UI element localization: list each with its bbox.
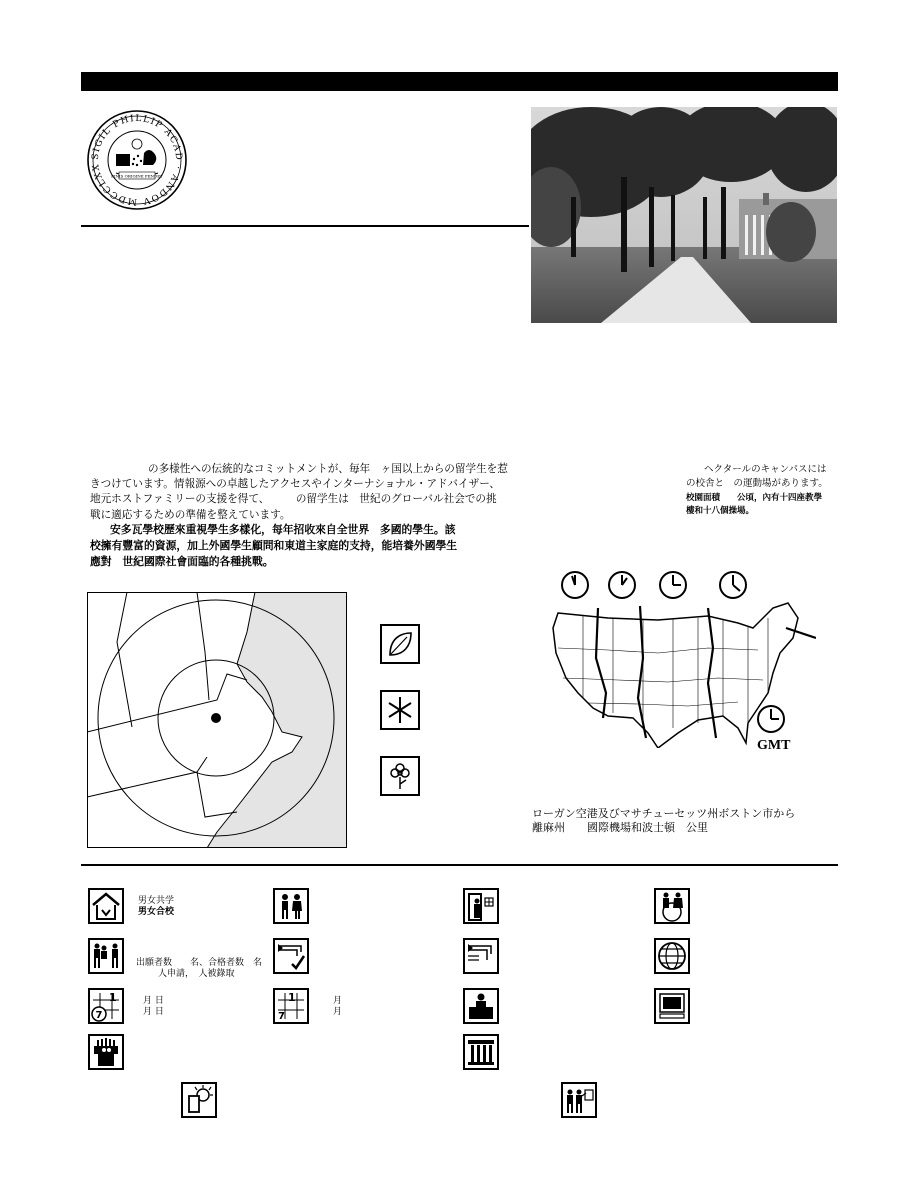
month-b-label: 月 (333, 1007, 343, 1017)
gmt-label: GMT (757, 738, 791, 753)
applicants-icon (88, 938, 124, 974)
intro-zh-line: 校擁有豐富的資源，加上外國學生顧問和東道主家庭的支持，能培養外國學生 (90, 539, 458, 552)
facts-rule (81, 864, 838, 866)
coed-zh-label: 男女合校 (138, 907, 175, 917)
intro-jp (90, 462, 530, 523)
arts-theater-icon (88, 1034, 124, 1070)
columns-building-icon (463, 1034, 499, 1070)
leaf-icon (380, 624, 420, 664)
calendar-icon (273, 988, 309, 1024)
intro-jp-line: きつけています。情報源への卓越したアクセスやインターナショナル・アドバイザー、 (90, 478, 500, 491)
intro-jp-line: 地元ホストファミリーの支援を得て、 の留学生は 世紀のグローバル社会での挑 (90, 493, 497, 506)
coed-jp-label: 男女共学 (138, 896, 175, 906)
clock-icon (756, 704, 786, 734)
intro-jp-line: の多様性への伝統的なコミットメントが、毎年 ヶ国以上からの留学生を惹 (148, 463, 508, 475)
globe-icon (654, 938, 690, 974)
svg-text:1: 1 (109, 991, 117, 1004)
intro-zh (90, 522, 530, 570)
campus-jp-line: の校舎と の運動場があります。 (686, 478, 828, 489)
applicants-jp-label: 出願者数 名、合格者数 名 (136, 958, 263, 968)
campus-jp (672, 463, 832, 491)
campus-photo (531, 107, 837, 323)
campus-zh-line: 校園面積 公頃，內有十四座教學 (686, 493, 823, 503)
application-form-icon (463, 938, 499, 974)
school-seal (86, 109, 188, 211)
intro-zh-line: 應對 世紀國際社會面臨的各種挑戰。 (90, 555, 274, 568)
international-students-icon (654, 888, 690, 924)
svg-text:FINIS ORIGINE PENDET: FINIS ORIGINE PENDET (111, 173, 163, 179)
header-rule (81, 225, 529, 227)
svg-text:SIGIL PHILLIP ACAD · ANDOV MDC: SIGIL PHILLIP ACAD · ANDOV MDCCLXX (90, 113, 184, 207)
snowflake-icon (380, 690, 420, 730)
clock-icon (658, 570, 688, 600)
dorm-room-icon (463, 888, 499, 924)
airport-zh: 離麻州 國際機場和波士頓 公里 (532, 821, 708, 834)
month-a-label: 月 (333, 996, 343, 1006)
climate-sun-icon (181, 1082, 217, 1118)
date2-jp-label: 月 日 (143, 1007, 164, 1017)
campus-zh (686, 492, 846, 518)
acceptance-check-icon (273, 938, 309, 974)
clock-icon (718, 570, 748, 600)
svg-text:7: 7 (95, 1010, 103, 1021)
airport-jp: ローガン空港及びマサチューセッツ州ボストン市から (532, 807, 796, 820)
teacher-desk-icon (463, 988, 499, 1024)
intro-zh-line: 安多瓦學校歷來重視學生多樣化，每年招收來自全世界 多國的學生。該 (110, 523, 456, 536)
computer-icon (654, 988, 690, 1024)
intro-jp-line: 戦に適応するための準備を整えています。 (90, 508, 291, 521)
coed-school-icon (88, 888, 124, 924)
date1-jp-label: 月 日 (143, 996, 164, 1006)
regional-map (87, 592, 347, 848)
campus-zh-line: 樓和十八個操場。 (686, 506, 755, 516)
top-bar (81, 72, 838, 91)
svg-text:1: 1 (288, 991, 296, 1004)
flower-icon (380, 756, 420, 796)
clock-icon (560, 570, 590, 600)
calendar-deadline-icon (88, 988, 124, 1024)
clock-icon (607, 570, 637, 600)
boy-girl-icon (273, 888, 309, 924)
campus-jp-line: ヘクタールのキャンパスには (704, 464, 827, 475)
teacher-student-icon (561, 1082, 597, 1118)
applicants-zh-label: 人申請， 人被錄取 (158, 969, 235, 979)
svg-text:7: 7 (278, 1011, 285, 1022)
